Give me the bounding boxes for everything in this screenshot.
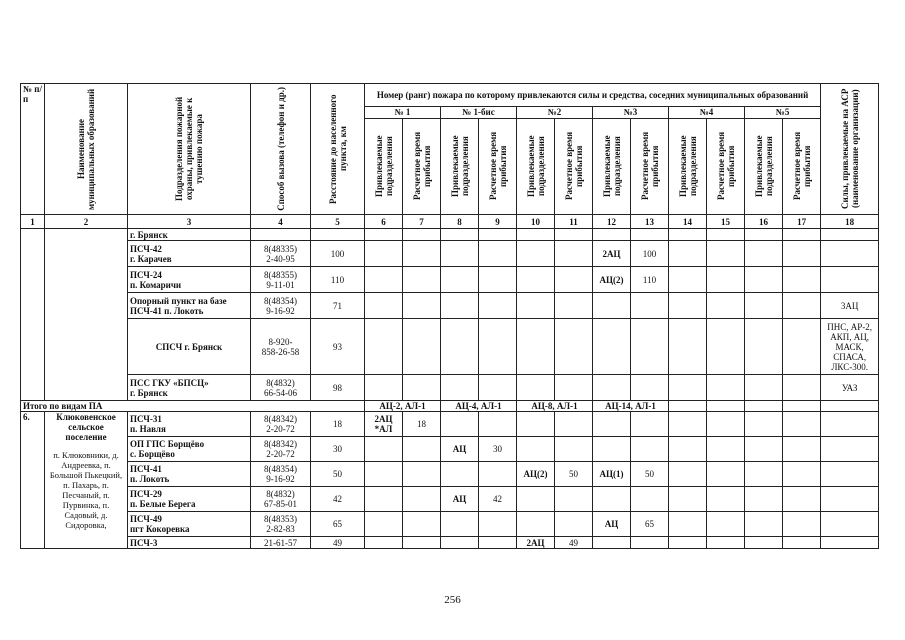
sub-time-header: Расчетное время прибытия [783, 118, 821, 214]
col-distance-header: Расстояние до населенного пункта, км [311, 84, 365, 215]
sub-attracted-header: Привлекаемые подразделения [365, 118, 403, 214]
table-row: ПСС ГКУ «БПСЦ» г. Брянск 8(4832) 66-54-06 98 УАЗ [21, 375, 879, 401]
sub-attracted-header: Привлекаемые подразделения [441, 118, 479, 214]
table-row: ПСЧ-41 п. Локоть 8(48354) 9-16-92 50 АЦ(2) 50 АЦ(1) 50 [21, 462, 879, 487]
table-row: ПСЧ-42 г. Карачев 8(48335) 2-40-95 100 2АЦ 100 [21, 241, 879, 267]
table-row: ОП ГПС Борщёво с. Борщёво 8(48342) 2-20-72 30 АЦ 30 [21, 437, 879, 462]
column-number-row: 1 2 3 4 5 6 7 8 9 10 11 12 13 14 15 16 17 18 [21, 215, 879, 229]
table-row: ПСЧ-24 п. Комаричи 8(48355) 9-11-01 110 АЦ(2) 110 [21, 267, 879, 293]
col-municipality-header: Наименование муниципальных образований [45, 84, 128, 215]
table-row: г. Брянск [21, 229, 879, 241]
sub-time-header: Расчетное время прибытия [707, 118, 745, 214]
fire-forces-table [20, 83, 879, 549]
rank-group-header: Номер (ранг) пожара по которому привлекаются силы и средства, соседних муниципальных образований [365, 84, 821, 107]
sub-attracted-header: Привлекаемые подразделения [593, 118, 631, 214]
table-row: ПСЧ-29 п. Белые Берега 8(4832) 67-85-01 42 АЦ 42 [21, 487, 879, 512]
rank-5-header: №5 [745, 107, 821, 119]
sub-time-header: Расчетное время прибытия [555, 118, 593, 214]
sub-time-header: Расчетное время прибытия [403, 118, 441, 214]
rank-1-header: № 1 [365, 107, 441, 119]
table-row: Опорный пункт на базе ПСЧ-41 п. Локоть 8(48354) 9-16-92 71 3АЦ [21, 293, 879, 319]
rank-4-header: №4 [669, 107, 745, 119]
table-row: СПСЧ г. Брянск 8-920- 858-26-58 93 ПНС, АР-2, АКП, АЦ, МАСК, СПАСА, ЛКС-300. [21, 319, 879, 375]
sub-attracted-header: Привлекаемые подразделения [745, 118, 783, 214]
rank-2-header: №2 [517, 107, 593, 119]
page-number: 256 [444, 594, 461, 606]
rank-3-header: №3 [593, 107, 669, 119]
col-number-header: № п/п [21, 84, 45, 215]
table-row: ПСЧ-49 пгт Кокоревка 8(48353) 2-82-83 65 АЦ 65 [21, 512, 879, 537]
table-row: 6. Клюковенское сельское поселение п. Клюковники, д. Андреевка, п. Большой Пькецкий, п. Пахарь, п. Песчаный, п. Пурвинка, п. Садовый, д. Сидоровка, ПСЧ-31 п. Навля 8(48342) 2-20-72 18 2АЦ *АЛ 18 [21, 412, 879, 437]
col-units-header: Подразделения пожарной охраны, привлекаемые к тушению пожара [128, 84, 251, 215]
sub-attracted-header: Привлекаемые подразделения [517, 118, 555, 214]
municipality-cell: Клюковенское сельское поселение п. Клюковники, д. Андреевка, п. Большой Пькецкий, п. Пахарь, п. Песчаный, п. Пурвинка, п. Садовый, д. Сидоровка, [45, 412, 128, 549]
sub-time-header: Расчетное время прибытия [479, 118, 517, 214]
col-call-method-header: Способ вызова (телефон и др.) [251, 84, 311, 215]
sub-attracted-header: Привлекаемые подразделения [669, 118, 707, 214]
col-asr-header: Силы, привлекаемые на АСР (наименование организации) [821, 84, 879, 215]
table-row: ПСЧ-3 21-61-57 49 2АЦ 49 [21, 537, 879, 549]
rank-1bis-header: № 1-бис [441, 107, 517, 119]
sub-time-header: Расчетное время прибытия [631, 118, 669, 214]
totals-row: Итого по видам ПА АЦ-2, АЛ-1 АЦ-4, АЛ-1 АЦ-8, АЛ-1 АЦ-14, АЛ-1 [21, 401, 879, 412]
